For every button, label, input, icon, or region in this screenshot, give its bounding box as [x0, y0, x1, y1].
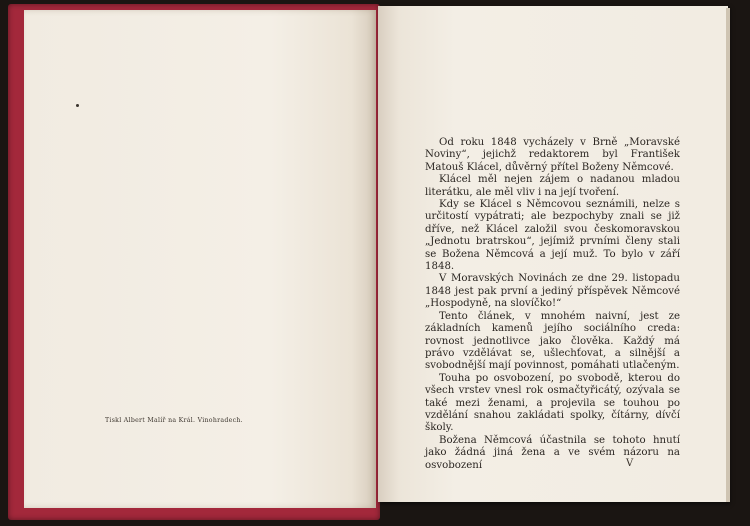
printer-imprint: Tiskl Albert Malíř na Král. Vinohradech.	[105, 417, 243, 424]
right-page-text	[425, 137, 680, 472]
paragraph: Tento článek, v mnohém naivní, jest ze základních kamenů jejího sociálního creda: rovnost jednotlivce jako člověka. Každý má právo vzdělávat se, ušlechťovat, a silnější a svobodnější mají povinnost, pomáhati utlačeným.	[425, 310, 680, 372]
paragraph: Klácel měl nejen zájem o nadanou mladou literátku, ale měl vliv i na její tvoření.	[425, 174, 680, 198]
left-page	[24, 10, 376, 508]
paragraph: Touha po osvobození, po svobodě, kterou do všech vrstev vnesl rok osmačtyřicátý, ozývala se také mezi ženami, a projevila se touhou po vzdělání snahou zakládati spolky, čítárny, dívčí školy.	[425, 372, 680, 434]
paper-speck	[76, 104, 79, 107]
page-edge-right	[726, 8, 730, 502]
paragraph: V Moravských Novinách ze dne 29. listopadu 1848 jest pak první a jediný příspěvek Němcové „Hospodyně, na slovíčko!“	[425, 273, 680, 310]
paragraph: Od roku 1848 vycházely v Brně „Moravské Noviny“, jejichž redaktorem byl František Matouš Klácel, důvěrný přítel Boženy Němcové.	[425, 137, 680, 173]
paragraph: Božena Němcová účastnila se tohoto hnutí jako žádná jiná žena a ve svém názoru na osvobození	[425, 434, 680, 471]
signature-mark: V	[626, 458, 634, 469]
paragraph: Kdy se Klácel s Němcovou seznámili, nelze s určitostí vypátrati; ale bezpochyby znali se již dříve, než Klácel založil svou českomoravskou „Jednotu bratrskou“, jejímiž prvními členy stali se Božena Němcová a její muž. To bylo v září 1848.	[425, 199, 680, 273]
